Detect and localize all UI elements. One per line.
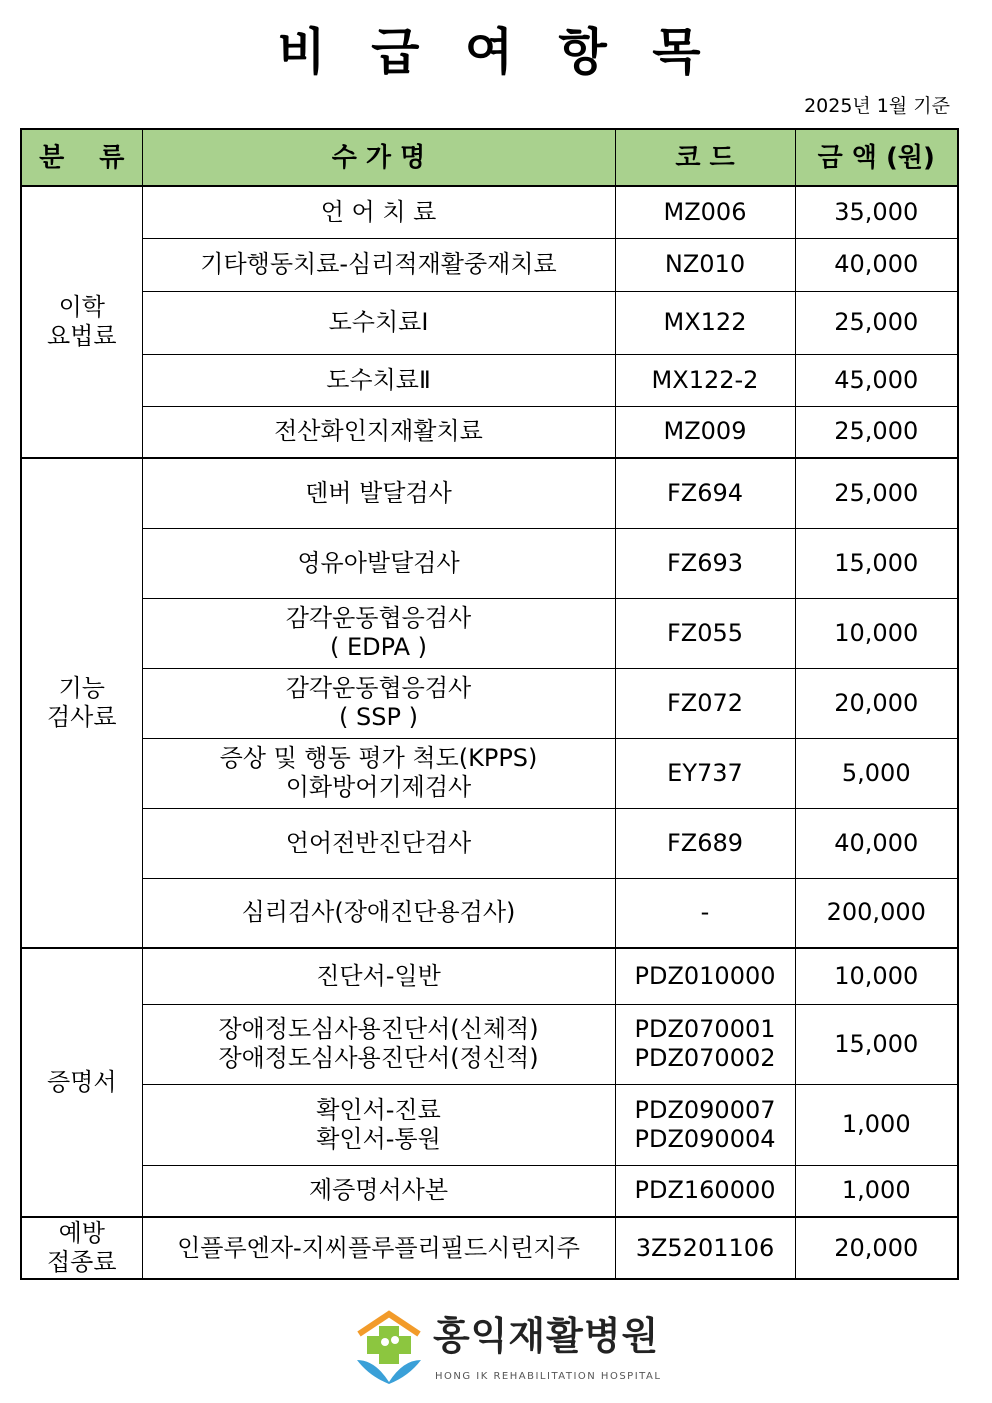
header-category: 분 류 bbox=[21, 129, 142, 186]
line: MX122 bbox=[663, 308, 747, 336]
table-row bbox=[21, 354, 958, 406]
item-code bbox=[615, 1004, 795, 1084]
table-row bbox=[21, 528, 958, 598]
item-name bbox=[142, 1217, 615, 1279]
item-amount: 20,000 bbox=[795, 1217, 958, 1279]
item-amount: 20,000 bbox=[795, 668, 958, 738]
logo-name: 홍익재활병원 bbox=[433, 1314, 660, 1358]
header-amount: 금 액 (원) bbox=[795, 129, 958, 186]
line: NZ010 bbox=[664, 250, 746, 278]
item-amount: 1,000 bbox=[795, 1165, 958, 1217]
line: 이학 bbox=[58, 293, 105, 321]
line: 기타행동치료-심리적재활중재치료 bbox=[200, 250, 557, 278]
item-name bbox=[142, 238, 615, 291]
table-row bbox=[21, 598, 958, 668]
header-row bbox=[21, 129, 958, 186]
item-amount: 25,000 bbox=[795, 291, 958, 354]
line: ( EDPA ) bbox=[330, 633, 427, 661]
item-amount: 200,000 bbox=[795, 878, 958, 948]
line: PDZ070001 bbox=[634, 1015, 776, 1043]
item-amount: 40,000 bbox=[795, 238, 958, 291]
item-code bbox=[615, 738, 795, 808]
basis-date: 2025년 1월 기준 bbox=[804, 95, 950, 117]
table-row bbox=[21, 738, 958, 808]
category-cell bbox=[21, 948, 142, 1217]
item-name bbox=[142, 878, 615, 948]
item-amount: 10,000 bbox=[795, 598, 958, 668]
item-code bbox=[615, 948, 795, 1004]
line: 기능 bbox=[58, 674, 105, 702]
header-name: 수 가 명 bbox=[142, 129, 615, 186]
table-row bbox=[21, 1004, 958, 1084]
line: 진단서-일반 bbox=[316, 961, 441, 990]
line: 3Z5201106 bbox=[635, 1233, 775, 1262]
item-name bbox=[142, 948, 615, 1004]
item-name bbox=[142, 1084, 615, 1165]
line: PDZ090007 bbox=[634, 1095, 776, 1124]
item-name bbox=[142, 598, 615, 668]
line: PDZ010000 bbox=[634, 961, 776, 990]
line: 언어전반진단검사 bbox=[285, 828, 472, 857]
table-row bbox=[21, 878, 958, 948]
item-code bbox=[615, 878, 795, 948]
line: MX122-2 bbox=[651, 365, 759, 394]
line: 이화방어기제검사 bbox=[285, 773, 472, 801]
line: 증상 및 행동 평가 척도(KPPS) bbox=[219, 744, 538, 772]
fee-table bbox=[20, 128, 959, 1280]
table-row bbox=[21, 406, 958, 458]
line: 검사료 bbox=[46, 703, 117, 731]
item-code bbox=[615, 1165, 795, 1217]
item-name bbox=[142, 1165, 615, 1217]
line: 접종료 bbox=[46, 1248, 117, 1276]
item-name bbox=[142, 528, 615, 598]
line: MZ009 bbox=[663, 417, 747, 446]
line: 감각운동협응검사 bbox=[285, 604, 472, 632]
category-cell bbox=[21, 186, 142, 458]
line: 인플루엔자-지씨플루플리필드시린지주 bbox=[177, 1233, 580, 1262]
category-cell bbox=[21, 458, 142, 948]
line: 요법료 bbox=[46, 322, 117, 350]
line: FZ055 bbox=[666, 618, 744, 647]
item-name bbox=[142, 406, 615, 458]
line: 예방 bbox=[58, 1219, 105, 1247]
line: 증명서 bbox=[46, 1068, 117, 1096]
line: FZ694 bbox=[666, 478, 744, 507]
line: PDZ160000 bbox=[634, 1176, 776, 1205]
line: - bbox=[700, 898, 710, 927]
table-row bbox=[21, 668, 958, 738]
item-name bbox=[142, 1004, 615, 1084]
item-amount: 1,000 bbox=[795, 1084, 958, 1165]
line: PDZ070002 bbox=[634, 1044, 776, 1072]
table-row bbox=[21, 458, 958, 528]
table-row bbox=[21, 291, 958, 354]
item-code bbox=[615, 528, 795, 598]
line: 심리검사(장애진단용검사) bbox=[241, 898, 516, 927]
line: MZ006 bbox=[663, 197, 747, 226]
item-name bbox=[142, 458, 615, 528]
line: 도수치료Ⅰ bbox=[328, 308, 429, 336]
line: 확인서-통원 bbox=[316, 1124, 441, 1153]
line: 덴버 발달검사 bbox=[305, 478, 452, 507]
item-amount: 35,000 bbox=[795, 186, 958, 238]
line: 언 어 치 료 bbox=[320, 197, 437, 226]
item-code bbox=[615, 458, 795, 528]
header-code: 코 드 bbox=[615, 129, 795, 186]
line: 장애정도심사용진단서(신체적) bbox=[218, 1015, 539, 1043]
line: 감각운동협응검사 bbox=[285, 674, 472, 702]
table-row bbox=[21, 1084, 958, 1165]
line: 도수치료Ⅱ bbox=[326, 365, 431, 394]
page-title: 비 급 여 항 목 bbox=[277, 23, 715, 81]
item-amount: 25,000 bbox=[795, 406, 958, 458]
line: 장애정도심사용진단서(정신적) bbox=[218, 1044, 539, 1072]
table-row bbox=[21, 238, 958, 291]
item-code bbox=[615, 668, 795, 738]
item-amount: 45,000 bbox=[795, 354, 958, 406]
item-code bbox=[615, 1217, 795, 1279]
item-code bbox=[615, 406, 795, 458]
table-wrapper bbox=[20, 128, 957, 1280]
item-name bbox=[142, 668, 615, 738]
logo-subtitle: HONG IK REHABILITATION HOSPITAL bbox=[435, 1371, 662, 1382]
item-amount: 40,000 bbox=[795, 808, 958, 878]
table-row bbox=[21, 1217, 958, 1279]
line: PDZ090004 bbox=[634, 1124, 776, 1153]
item-code bbox=[615, 238, 795, 291]
line: EY737 bbox=[667, 758, 743, 787]
line: 영유아발달검사 bbox=[297, 548, 460, 577]
item-name bbox=[142, 186, 615, 238]
item-amount: 15,000 bbox=[795, 528, 958, 598]
item-code bbox=[615, 808, 795, 878]
item-amount: 5,000 bbox=[795, 738, 958, 808]
category-cell bbox=[21, 1217, 142, 1279]
table-row bbox=[21, 1165, 958, 1217]
item-name bbox=[142, 808, 615, 878]
table-row bbox=[21, 186, 958, 238]
item-code bbox=[615, 1084, 795, 1165]
line: FZ689 bbox=[666, 828, 744, 857]
item-code bbox=[615, 186, 795, 238]
item-name bbox=[142, 354, 615, 406]
item-code bbox=[615, 598, 795, 668]
item-amount: 15,000 bbox=[795, 1004, 958, 1084]
line: 확인서-진료 bbox=[316, 1095, 441, 1124]
line: ( SSP ) bbox=[339, 703, 418, 731]
table-row bbox=[21, 808, 958, 878]
item-code bbox=[615, 291, 795, 354]
item-amount: 10,000 bbox=[795, 948, 958, 1004]
line: FZ693 bbox=[666, 548, 744, 577]
line: 전산화인지재활치료 bbox=[274, 417, 483, 446]
logo-house-hands-icon bbox=[355, 1310, 425, 1385]
item-name bbox=[142, 738, 615, 808]
hospital-logo bbox=[355, 1310, 675, 1388]
item-amount: 25,000 bbox=[795, 458, 958, 528]
item-code bbox=[615, 354, 795, 406]
item-name bbox=[142, 291, 615, 354]
table-row bbox=[21, 948, 958, 1004]
line: 제증명서사본 bbox=[308, 1176, 449, 1205]
line: FZ072 bbox=[666, 688, 744, 717]
